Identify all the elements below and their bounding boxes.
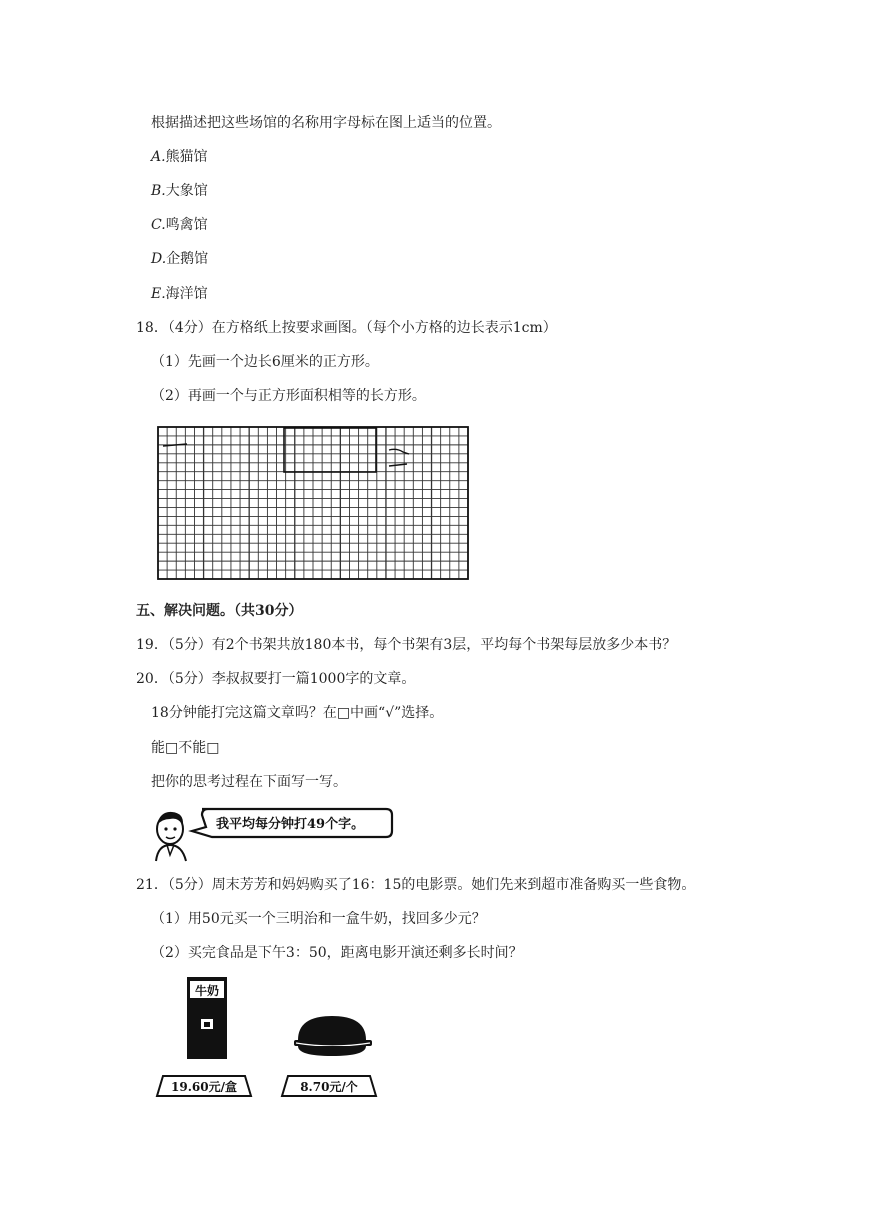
q20-title: 20．（5分）李叔叔要打一篇1000字的文章。: [136, 671, 416, 687]
q20-line3: 把你的思考过程在下面写一写。: [151, 774, 347, 790]
q18-part1: （1）先画一个边长6厘米的正方形。: [151, 354, 379, 370]
option-letter: B.: [151, 183, 166, 199]
option-name: 熊猫馆: [165, 149, 208, 165]
sandwich-price-tag: [280, 1074, 378, 1098]
option-b: [151, 181, 208, 201]
q20-line1: 18分钟能打完这篇文章吗？在□中画“√”选择。: [151, 705, 444, 721]
option-name: 鸣禽馆: [165, 217, 208, 233]
sandwich-price: 8.70元/个: [300, 1080, 358, 1094]
q21-part2: （2）买完食品是下午3：50，距离电影开演还剩多长时间？: [151, 945, 523, 961]
option-name: 海洋馆: [165, 286, 208, 302]
section5-heading: 五、解决问题。（共30分）: [136, 603, 303, 619]
grid-paper: [157, 426, 469, 580]
q20-line2: 能□不能□: [151, 740, 220, 756]
q19-text: 19．（5分）有2个书架共放180本书，每个书架有3层，平均每个书架每层放多少本书？: [136, 637, 677, 653]
option-e: [151, 284, 208, 304]
option-letter: A.: [151, 149, 166, 165]
option-name: 企鹅馆: [166, 251, 209, 267]
milk-price: 19.60元/盒: [171, 1080, 237, 1094]
q18-part2: （2）再画一个与正方形面积相等的长方形。: [151, 388, 426, 404]
milk-label: 牛奶: [194, 984, 220, 998]
option-letter: C.: [151, 217, 166, 233]
drawn-rectangle: [284, 428, 376, 472]
option-a: [151, 147, 208, 167]
milk-carton-icon: [185, 975, 229, 1061]
option-letter: E.: [151, 286, 166, 302]
option-name: 大象馆: [165, 183, 208, 199]
option-c: [151, 215, 208, 235]
milk-price-tag: [155, 1074, 253, 1098]
speech-text: 我平均每分钟打49个字。: [216, 817, 365, 832]
sandwich-icon: [292, 1012, 374, 1060]
option-letter: D.: [151, 251, 167, 267]
option-d: [151, 249, 208, 269]
q17-instruction: 根据描述把这些场馆的名称用字母标在图上适当的位置。: [151, 115, 501, 131]
q18-title: 18．（4分）在方格纸上按要求画图。（每个小方格的边长表示1cm）: [136, 320, 557, 336]
q21-part1: （1）用50元买一个三明治和一盒牛奶，找回多少元？: [151, 911, 486, 927]
q21-title: 21．（5分）周末芳芳和妈妈购买了16：15的电影票。她们先来到超市准备购买一些食物。: [136, 877, 696, 893]
typist-illustration: [150, 805, 395, 863]
